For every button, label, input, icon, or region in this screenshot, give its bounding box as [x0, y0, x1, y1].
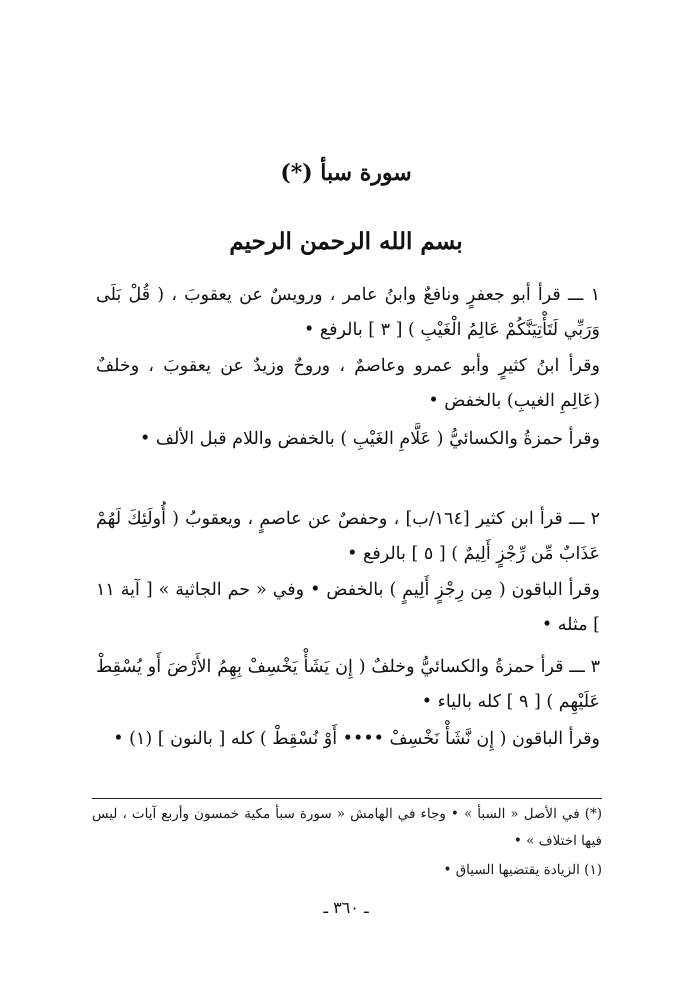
footnote-divider — [92, 798, 602, 799]
paragraph-4: ٢ ـــ قرأ ابن كثير [١٦٤/ب] ، وحفصٌ عن عاصمٍ ، ويعقوبُ ( أُولَئِكَ لَهُمْ عَذَابٌ مِّن رِّجْزٍ أَلِيمٌ ) [ ٥ ] بالرفع • — [96, 509, 600, 564]
surah-title: سورة سبأ (*) — [280, 160, 412, 186]
paragraph-7: وقرأ الباقون ( إِن نَّشَأْ نَخْسِفْ •••• أَوْ نُسْقِطْ ) كله [ بالنون ] (١) • — [113, 729, 600, 749]
paragraph-3: وقرأ حمزةُ والكسائيُّ ( عَلَّامِ الغَيْبِ ) بالخفض واللام قبل الألف • — [139, 429, 600, 449]
basmala-heading: بسم الله الرحمن الرحيم — [229, 228, 463, 255]
footnote-1: (١) الزيادة يقتضيها السياق • — [443, 862, 602, 878]
paragraph-2: وقرأ ابنُ كثيرٍ وأبو عمرو وعاصمٌ ، وروحٌ وزيدٌ عن يعقوبَ ، وخلفٌ (عَالِمِ الغيبِ) بالخفض • — [96, 356, 600, 411]
footnote-star: (*) في الأصل « السبأ » • وجاء في الهامش « سورة سبأ مكية خمسون وأربع آيات ، ليس فيها اختلاف » • — [92, 806, 602, 849]
paragraph-1: ١ ـــ قرأ أبو جعفرٍ ونافعٌ وابنُ عامر ، ورويسٌ عن يعقوبَ ، ( قُلْ بَلَى وَرَبِّي لَتَأْتِيَنَّكُمْ عَالِمُ الْغَيْبِ ) [ ٣ ] بالرفع • — [96, 285, 600, 340]
page-number: ـ ٣٦٠ ـ — [323, 898, 369, 917]
paragraph-6: ٣ ـــ قرأ حمزةُ والكسائيُّ وخلفٌ ( إِن يَشَأْ يَخْسِفْ بِهِمُ الأَرْضَ أَو يُسْقِطْ عَلَيْهِم ) [ ٩ ] كله بالياء • — [96, 657, 600, 712]
paragraph-5: وقرأ الباقون ( مِن رِجْزٍ أَلِيمٍ ) بالخفض • وفي « حم الجاثية » [ آية ١١ ] مثله • — [96, 580, 600, 635]
